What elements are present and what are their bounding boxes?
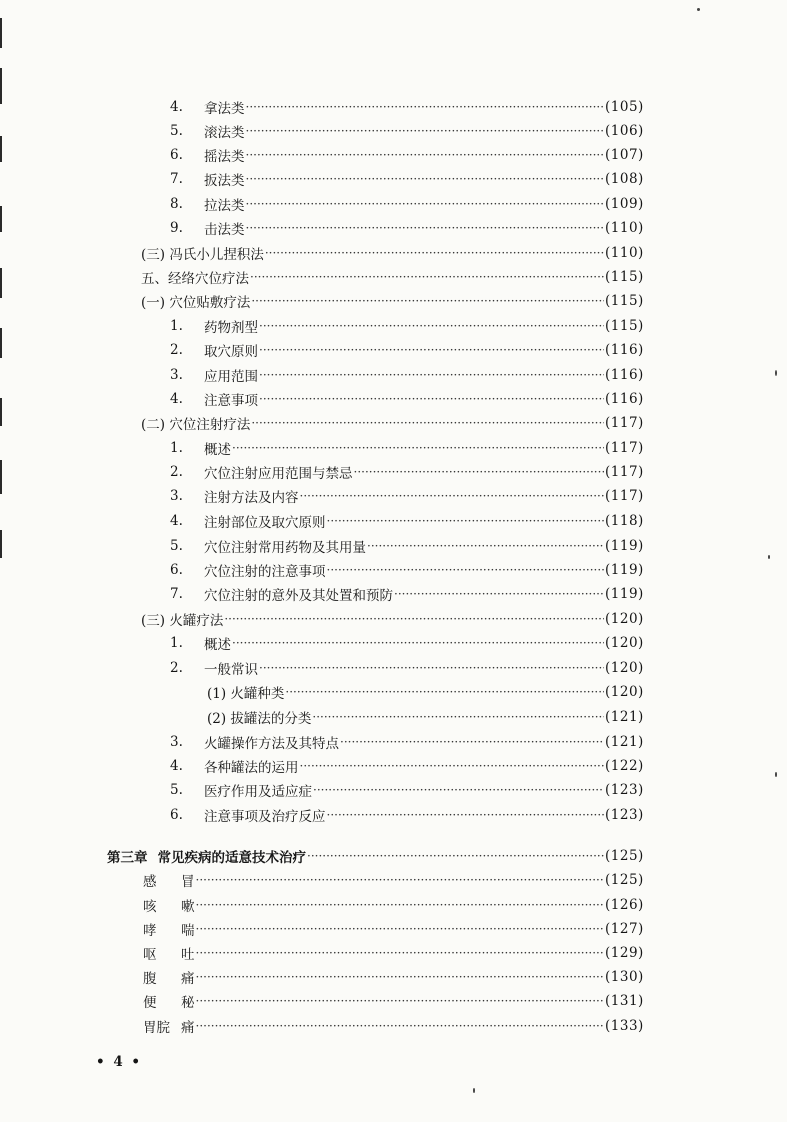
scan-speck (775, 370, 777, 376)
entry-title: 穴位注射的注意事项 (204, 564, 326, 580)
toc-entry (170, 779, 645, 801)
disease-char-2: 吐 (181, 947, 195, 963)
disease-char-1: 感 (143, 874, 157, 890)
entry-number: 5. (170, 782, 183, 798)
disease-char-2: 痛 (181, 1020, 195, 1036)
toc-entry (170, 461, 645, 483)
dot-leader (300, 489, 605, 503)
toc-entry (141, 242, 645, 264)
entry-number: 6. (170, 147, 183, 163)
entry-title: 拉法类 (204, 198, 245, 214)
dot-leader (285, 685, 604, 699)
dot-leader (265, 246, 604, 260)
disease-char-1: 便 (143, 995, 157, 1011)
entry-title: 注射方法及内容 (204, 490, 299, 506)
disease-char-1: 哮 (143, 923, 157, 939)
toc-entry (170, 583, 645, 605)
dot-leader (313, 783, 604, 797)
disease-char-1: 腹 (143, 971, 157, 987)
page-number: (123) (605, 782, 644, 798)
chapter-entry (107, 845, 645, 867)
page-number: (127) (605, 921, 644, 937)
dot-leader (246, 148, 605, 162)
disease-entry (143, 869, 645, 891)
dot-leader (196, 898, 605, 912)
entry-title: 穴位注射的意外及其处置和预防 (204, 588, 393, 604)
dot-leader (196, 922, 605, 936)
toc-entry (207, 706, 645, 728)
entry-title: (1) 火罐种类 (207, 686, 285, 702)
scan-edge-mark (0, 328, 2, 358)
entry-title: (二) 穴位注射疗法 (141, 417, 251, 433)
toc-entry (170, 510, 645, 532)
scan-speck (768, 555, 770, 559)
entry-number: 4. (170, 758, 183, 774)
entry-number: 3. (170, 734, 183, 750)
toc-entry (170, 755, 645, 777)
page-number: (119) (605, 586, 644, 602)
dot-leader (196, 946, 605, 960)
entry-number: 7. (170, 586, 183, 602)
entry-title: 摇法类 (204, 149, 245, 165)
dot-leader (259, 319, 604, 333)
page-number: (116) (605, 391, 644, 407)
page-number: (122) (605, 758, 644, 774)
scan-speck (775, 772, 777, 777)
entry-title: 医疗作用及适应症 (204, 784, 312, 800)
toc-entry (170, 559, 645, 581)
page-number: (120) (605, 611, 644, 627)
dot-leader (394, 587, 604, 601)
toc-entry (170, 315, 645, 337)
entry-title: (三) 火罐疗法 (141, 613, 224, 629)
page-number: (105) (605, 99, 644, 115)
dot-leader (367, 539, 604, 553)
dot-leader (307, 849, 604, 863)
toc-entry (141, 412, 645, 434)
toc-entry (170, 535, 645, 557)
toc-entry (170, 217, 645, 239)
page-number: (115) (605, 318, 644, 334)
entry-number: 7. (170, 171, 183, 187)
chapter-title: 常见疾病的适意技术治疗 (157, 850, 306, 866)
page-number: (115) (605, 293, 644, 309)
entry-title: 穴位注射应用范围与禁忌 (204, 466, 353, 482)
page-number: (121) (605, 709, 644, 725)
toc-entry (170, 485, 645, 507)
disease-char-1: 咳 (143, 899, 157, 915)
entry-title: (一) 穴位贴敷疗法 (141, 295, 251, 311)
dot-leader (327, 563, 605, 577)
entry-title: 各种罐法的运用 (204, 760, 299, 776)
entry-title: 概述 (204, 442, 231, 458)
disease-entry (143, 1015, 645, 1037)
entry-number: 9. (170, 220, 183, 236)
entry-number: 2. (170, 660, 183, 676)
page-number: (133) (605, 1018, 644, 1034)
disease-char-2: 嗽 (181, 899, 195, 915)
dot-leader (300, 759, 605, 773)
dot-leader (312, 710, 604, 724)
scan-edge-mark (0, 136, 2, 162)
disease-entry (143, 966, 645, 988)
dot-leader (246, 172, 605, 186)
disease-char-1: 呕 (143, 947, 157, 963)
entry-title: 注意事项及治疗反应 (204, 809, 326, 825)
dot-leader (251, 294, 604, 308)
entry-title: 注射部位及取穴原则 (204, 515, 326, 531)
page-number: (125) (605, 848, 644, 864)
dot-leader (224, 612, 604, 626)
entry-number: 1. (170, 440, 183, 456)
dot-leader (232, 441, 604, 455)
page-folio: • 4 • (96, 1054, 143, 1070)
toc-entry (170, 364, 645, 386)
entry-title: 滚法类 (204, 125, 245, 141)
entry-title: 击法类 (204, 222, 245, 238)
disease-entry (143, 894, 645, 916)
entry-number: 2. (170, 342, 183, 358)
chapter-label: 第三章 (107, 850, 148, 866)
page-number: (120) (605, 684, 644, 700)
page-number: (123) (605, 807, 644, 823)
dot-leader (250, 270, 604, 284)
page-number: (117) (605, 488, 644, 504)
dot-leader (246, 221, 605, 235)
scan-edge-mark (0, 268, 2, 298)
entry-number: 4. (170, 391, 183, 407)
page-number: (119) (605, 562, 644, 578)
entry-title: 药物剂型 (204, 320, 258, 336)
toc-entry (170, 168, 645, 190)
disease-entry (143, 990, 645, 1012)
toc-entry (170, 339, 645, 361)
toc-entry (170, 657, 645, 679)
page-number: (120) (605, 635, 644, 651)
page-number: (129) (605, 945, 644, 961)
entry-title: 取穴原则 (204, 344, 258, 360)
dot-leader (251, 416, 604, 430)
scan-edge-mark (0, 530, 2, 558)
entry-title: 五、经络穴位疗法 (141, 271, 249, 287)
dot-leader (327, 514, 605, 528)
entry-title: 拿法类 (204, 101, 245, 117)
dot-leader (246, 197, 605, 211)
toc-entry (170, 193, 645, 215)
page-number: (121) (605, 734, 644, 750)
dot-leader (259, 392, 604, 406)
entry-number: 3. (170, 488, 183, 504)
scan-edge-mark (0, 398, 2, 426)
page-number: (110) (605, 220, 644, 236)
disease-entry (143, 918, 645, 940)
page-number: (117) (605, 464, 644, 480)
dot-leader (246, 100, 605, 114)
toc-entry (141, 266, 645, 288)
page-number: (117) (605, 440, 644, 456)
page-number: (118) (605, 513, 644, 529)
entry-number: 1. (170, 318, 183, 334)
toc-entry (170, 731, 645, 753)
entry-number: 6. (170, 807, 183, 823)
toc-entry (207, 681, 645, 703)
page-number: (107) (605, 147, 644, 163)
disease-char-1: 胃脘 (143, 1020, 170, 1036)
scan-edge-mark (0, 68, 2, 104)
disease-char-2: 秘 (181, 995, 195, 1011)
dot-leader (259, 368, 604, 382)
page-number: (120) (605, 660, 644, 676)
entry-title: 概述 (204, 637, 231, 653)
entry-number: 1. (170, 635, 183, 651)
page-number: (110) (605, 245, 644, 261)
scan-speck (697, 8, 700, 11)
entry-title: (三) 冯氏小儿捏积法 (141, 247, 264, 263)
scan-edge-mark (0, 206, 2, 232)
entry-number: 3. (170, 367, 183, 383)
entry-number: 4. (170, 513, 183, 529)
toc-entry (170, 388, 645, 410)
entry-title: 一般常识 (204, 662, 258, 678)
dot-leader (354, 465, 605, 479)
toc-entry (170, 804, 645, 826)
dot-leader (259, 661, 604, 675)
page-number: (109) (605, 196, 644, 212)
dot-leader (259, 343, 604, 357)
page-number: (126) (605, 897, 644, 913)
entry-number: 5. (170, 538, 183, 554)
entry-title: (2) 拔罐法的分类 (207, 711, 312, 727)
page-number: (116) (605, 367, 644, 383)
toc-entry (141, 290, 645, 312)
scan-edge-mark (0, 460, 2, 494)
disease-char-2: 喘 (181, 923, 195, 939)
scan-edge-mark (0, 18, 2, 48)
page-number: (116) (605, 342, 644, 358)
dot-leader (196, 994, 605, 1008)
page-number: (131) (605, 993, 644, 1009)
dot-leader (196, 970, 605, 984)
toc-entry (170, 632, 645, 654)
page-number: (115) (605, 269, 644, 285)
entry-title: 扳法类 (204, 173, 245, 189)
toc-entry (141, 608, 645, 630)
dot-leader (327, 808, 605, 822)
toc-entry (170, 437, 645, 459)
entry-title: 火罐操作方法及其特点 (204, 736, 339, 752)
disease-char-2: 冒 (181, 874, 195, 890)
entry-title: 注意事项 (204, 393, 258, 409)
disease-entry (143, 942, 645, 964)
toc-entry (170, 96, 645, 118)
dot-leader (196, 1019, 605, 1033)
page-number: (106) (605, 123, 644, 139)
entry-title: 应用范围 (204, 369, 258, 385)
entry-number: 6. (170, 562, 183, 578)
dot-leader (232, 636, 604, 650)
toc-entry (170, 144, 645, 166)
page-number: (130) (605, 969, 644, 985)
page-number: (108) (605, 171, 644, 187)
dot-leader (340, 735, 604, 749)
entry-number: 4. (170, 99, 183, 115)
entry-number: 5. (170, 123, 183, 139)
dot-leader (196, 873, 605, 887)
page-number: (119) (605, 538, 644, 554)
disease-char-2: 痛 (181, 971, 195, 987)
toc-entry (170, 120, 645, 142)
page-number: (125) (605, 872, 644, 888)
page-number: (117) (605, 415, 644, 431)
entry-number: 8. (170, 196, 183, 212)
entry-title: 穴位注射常用药物及其用量 (204, 540, 366, 556)
scan-speck (473, 1088, 475, 1093)
entry-number: 2. (170, 464, 183, 480)
dot-leader (246, 124, 605, 138)
